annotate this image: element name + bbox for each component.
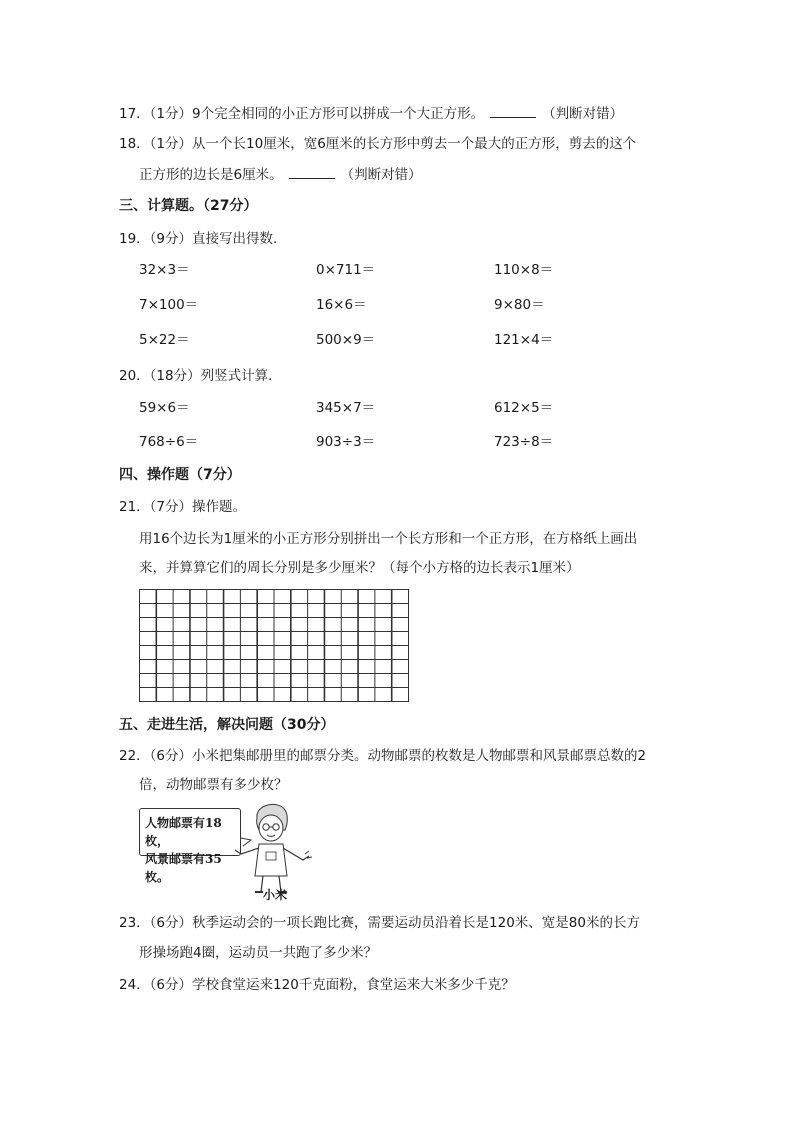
calc-item: 16×6＝	[316, 297, 367, 313]
question-17-text: 17．（1分）9个完全相同的小正方形可以拼成一个大正方形。	[119, 106, 485, 122]
question-21-line2: 来，并算算它们的周长分别是多少厘米？（每个小方格的边长表示1厘米）	[139, 560, 580, 576]
question-21-title: 21．（7分）操作题。	[119, 499, 247, 515]
question-22-line1: 22．（6分）小米把集邮册里的邮票分类。动物邮票的枚数是人物邮票和风景邮票总数的2	[119, 748, 647, 764]
boy-figure-icon	[139, 800, 319, 905]
calc-item: 612×5＝	[494, 400, 554, 416]
calc-item: 7×100＝	[139, 297, 199, 313]
calc-item: 723÷8＝	[494, 434, 554, 450]
question-18-suffix: （判断对错）	[340, 167, 422, 183]
question-23-line2: 形操场跑4圈，运动员一共跑了多少米？	[139, 945, 378, 961]
figure-caption: 小米	[263, 888, 288, 902]
question-21-line1: 用16个边长为1厘米的小正方形分别拼出一个长方形和一个正方形，在方格纸上画出	[139, 531, 638, 547]
question-20-title: 20．（18分）列竖式计算．	[119, 368, 282, 384]
calc-item: 110×8＝	[494, 262, 554, 278]
calc-item: 32×3＝	[139, 262, 190, 278]
section-heading-3: 三、计算题。（27分）	[119, 198, 258, 214]
calc-item: 768÷6＝	[139, 434, 199, 450]
question-18-line1: 18．（1分）从一个长10厘米，宽6厘米的长方形中剪去一个最大的正方形，剪去的这个	[119, 136, 637, 152]
calc-item: 0×711＝	[316, 262, 376, 278]
question-24-line1: 24．（6分）学校食堂运来120千克面粉，食堂运来大米多少千克？	[119, 977, 515, 993]
calc-item: 121×4＝	[494, 332, 554, 348]
xiaomi-illustration	[139, 800, 319, 905]
question-17-suffix: （判断对错）	[542, 106, 624, 122]
question-18-line2	[139, 164, 422, 185]
calc-item: 9×80＝	[494, 297, 545, 313]
answer-blank-17[interactable]	[490, 103, 536, 118]
calc-item: 345×7＝	[316, 400, 376, 416]
question-17	[119, 103, 623, 124]
grid-paper[interactable]	[139, 589, 409, 702]
question-22-line2: 倍，动物邮票有多少枚？	[139, 777, 288, 793]
calc-item: 5×22＝	[139, 332, 190, 348]
answer-blank-18[interactable]	[289, 164, 335, 179]
calc-item: 500×9＝	[316, 332, 376, 348]
calc-item: 903÷3＝	[316, 434, 376, 450]
calc-item: 59×6＝	[139, 400, 190, 416]
question-19-title: 19．（9分）直接写出得数．	[119, 231, 287, 247]
bubble-line-1: 人物邮票有18枚，	[145, 816, 222, 848]
question-23-line1: 23．（6分）秋季运动会的一项长跑比赛，需要运动员沿着长是120米、宽是80米的长方	[119, 915, 640, 931]
section-heading-5: 五、走进生活，解决问题（30分）	[119, 717, 335, 733]
bubble-line-2: 风景邮票有35枚。	[145, 852, 222, 884]
question-18-text: 正方形的边长是6厘米。	[139, 167, 283, 183]
section-heading-4: 四、操作题（7分）	[119, 467, 241, 483]
